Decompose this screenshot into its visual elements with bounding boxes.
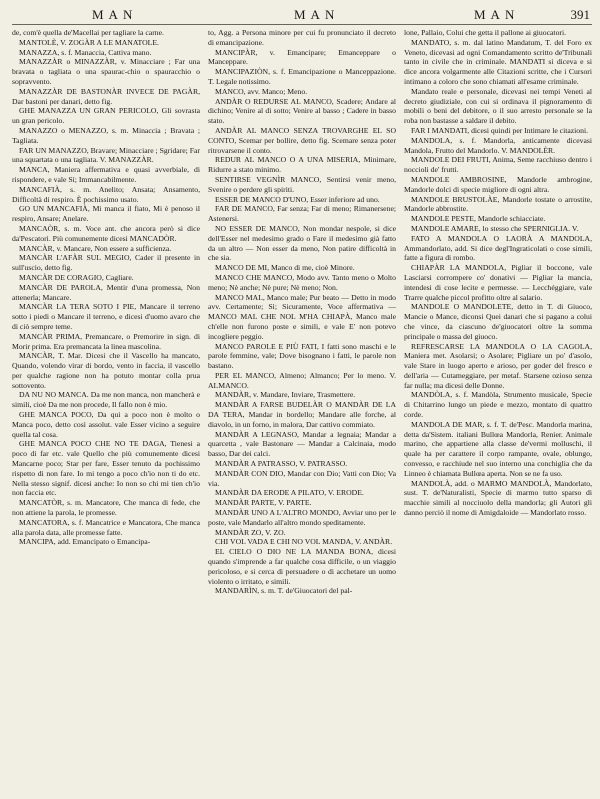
dictionary-entry: de, com'è quella de'Macellai per tagliare la carne. xyxy=(12,28,164,37)
dictionary-entry: MANDOLE BRUSTOLÀE, Mandorle tostate o arrostite, Mandorle abbrostite. xyxy=(404,194,592,214)
dictionary-entry: MANCATORA, s. f. Mancatrice e Mancatora, Che manca alla parola data, alle promesse fatte. xyxy=(12,517,200,537)
dictionary-entry: ANDÀR O REDURSE AL MANCO, Scadere; Andare al dichino; Venire al di sotto; Venire al basso ; Cadere in basso stato. xyxy=(208,96,396,126)
dictionary-entry: MANTOLÈ, V. ZOGÀR A LE MANATOLE. xyxy=(19,37,159,47)
dictionary-entry: MANDATO, s. m. dal latino Mandatum, T. del Foro ex Veneto, dicevasi ad ogni Comandamento scritto de'Tribunali tanto in civile che in criminale. MANDATI si diceva e si dice ancora volgarmente alle Citazioni scritte, che i Cursori intimano a coloro che sono chiamati all'esame criminale. xyxy=(404,37,592,86)
dictionary-entry: MANDÀR, v. Mandare, Inviare, Trasmettere. xyxy=(215,390,356,400)
dictionary-entry: FATO A MANDOLA O LAORÀ A MANDOLA, Ammandorlato, add. Si dice degl'Ingraticolati o cose simili, fatte a figura di rombo. xyxy=(404,233,592,263)
dictionary-entry: Mandato reale e personale, dicevasi nei tempi Veneti al decreto giudiziale, con cui si ordinava il pignoramento di mobili o beni del debitore, o il suo arresto personale se la roba non bastasse a saldare il debito. xyxy=(404,86,592,126)
dictionary-entry: MANDÀR A PATRASSO, V. PATRASSO. xyxy=(215,459,348,469)
dictionary-entry: MANCÀR DE PAROLA, Mentir d'una promessa, Non attenerla; Mancare. xyxy=(12,282,200,302)
running-header xyxy=(12,4,592,25)
dictionary-entry: MANCO PAROLE E PIÙ FATI, I fatti sono maschi e le parole femmine, vale; Dove bisognano i fatti, le parole non bastano. xyxy=(208,341,396,371)
dictionary-entry: MANDOLE O MANDOLETE, detto in T. di Giuoco, Mancie o Mance, diconsi Quei danari che si pagano a colui che vince, da ciascuno de'giuocatori oltre la somma principale o massa del giuoco. xyxy=(404,302,592,341)
dictionary-entry: MANDÒLA, s. f. Mandòla, Strumento musicale, Specie di Chitarrino lungo un piede e mezzo, montato di quattro corde. xyxy=(404,390,592,420)
dictionary-entry: MANAZZÀR o MINAZZÀR, v. Minacciare ; Far una bravata o tagliata o una spaurac-chio o spauracchio o sopravvento. xyxy=(12,57,200,86)
column-right xyxy=(404,28,592,596)
dictionary-entry: MANCO MAL, Manco male; Pur beato — Detto in modo avv. Certamente; Sì; Sicuramente, Voce affermativa — MANCO MAL CHE NOL M'HA CHIAPÀ, Manco male ch'elle non furono poste e simili, e vale E' non potevo incogliere peggio. xyxy=(208,292,396,341)
dictionary-entry: MANCO, avv. Manco; Meno. xyxy=(215,86,308,96)
dictionary-entry: MANDÀR CON DIO, Mandar con Dio; Vatti con Dio; Va via. xyxy=(208,468,396,488)
dictionary-entry: to, Agg. a Persona minore per cui fu pronunciato il decreto di emancipazione. xyxy=(208,28,396,47)
dictionary-entry: MANCÀR, T. Mar. Dicesi che il Vascello ha mancato, Quando, volendo virar di bordo, vento in faccia, il vascello per qualche ragione non ha potuto montar colla prua sottovento. xyxy=(12,351,200,390)
dictionary-entry: MANCA, Maniera affermativa e quasi avverbiale, di rispondere, e vale Sì; Immancabilmente. xyxy=(12,165,200,184)
dictionary-entry: FAR DE MANCO, Far senza; Far di meno; Rimanersene; Astenersi. xyxy=(208,204,396,224)
dictionary-entry: MANDÀR UNO A L'ALTRO MONDO, Avviar uno per le poste, vale Mandarlo all'altro mondo speditamente. xyxy=(208,508,396,527)
dictionary-entry: MANCÀR L'AFÀR SUL MEGIO, Cader il presente in sull'uscio, detto fig. xyxy=(12,253,200,273)
dictionary-entry: MANDÀR PARTE, V. PARTE. xyxy=(215,498,312,508)
dictionary-entry: GHE MANCA POCO, Da qui a poco non è molto o Manca poco, detto così assolut. vale Esser vicino a seguire quella tal cosa. xyxy=(12,410,200,439)
dictionary-entry: MANAZZO o MENAZZO, s. m. Minaccia ; Bravata ; Tagliata. xyxy=(12,125,200,145)
dictionary-entry: GHE MANCA POCO CHE NO TE DAGA, Tienesi a poco di far etc. vale Quello che più comunemente dicesi Mancarne poco; Star per fare, Esser tenuto da pochissimo rispetto di non fare. Io mi tengo a poco ch'io non ti do etc. Nella stesso signif. dicesi anche: Io non so chi mi tien ch'io non faccia etc. xyxy=(12,439,200,498)
running-head-center: MAN xyxy=(294,7,340,22)
dictionary-entry: FAR I MANDATI, dicesi quindi per Intimare le citazioni. xyxy=(411,125,589,135)
dictionary-entry: PER EL MANCO, Almeno; Almanco; Per lo meno. V. ALMANCO. xyxy=(208,370,396,390)
dictionary-entry: ESSER DE MANCO D'UNO, Esser inferiore ad uno. xyxy=(215,194,380,204)
dictionary-entry: MANCÀR, v. Mancare, Non essere a sufficienza. xyxy=(19,243,172,253)
dictionary-entry: MANDÀR A FARSE BUDELÀR O MANDÀR DE LA DA TERA, Mandar in bordello; Mandare alle forche, al diavolo, in un forno, in malora, Dar cattivo commiato. xyxy=(208,400,396,429)
dictionary-entry: CHIAPÀR LA MANDOLA, Pigliar il boccone, vale Lasciarsi corrompere co' donativi — Pigliar la mancia, intendesi di cose lecite e permesse. — Lecchéggiare, vale Trarre qualche piccol profitto oltre al salario. xyxy=(404,263,592,302)
column-left xyxy=(12,28,200,596)
dictionary-entry: MANCIPÀR, v. Emancipare; Emanceppare o Manceppare. xyxy=(208,47,396,67)
dictionary-entry: NO ESSER DE MANCO, Non mondar nespole, si dice dell'Esser nel medesimo grado o Fare il medesimo già fatto da un altro — Non esser da meno, Non patire difficoltà in che sia. xyxy=(208,223,396,263)
dictionary-entry: MANCO DE MI, Manco di me, cioè Minore. xyxy=(215,263,355,273)
dictionary-entry: DA NU NO MANCA. Da me non manca, non mancherà e simili, cioè Da me non procede, Il fallo non è mio. xyxy=(12,390,200,410)
dictionary-entry: MANDOLA DE MAR, s. f. T. de'Pesc. Mandorla marina, detta da'Sistem. italiani Bullœa Mandorla, Renier. Animale marino, che appartiene alla classe de'vermi molluschi, il quale ha per carattere il corpo rampante, ovale, oblungo, convesso, e racchiude nel suo interno una conchiglia che da Linneo è chiamata Bullœa aperta. Non se ne fa uso. xyxy=(404,419,592,478)
dictionary-entry: MANDOLE DEI FRUTI, Anima, Seme racchiuso dentro i noccioli de' frutti. xyxy=(404,155,592,175)
dictionary-entry: MANCÀR DE CORAGIO, Cagliare. xyxy=(19,272,134,282)
dictionary-entry: MANDÀR ZO, V. ZO. xyxy=(215,527,286,537)
dictionary-entry: MANDOLÀ, add. o MARMO MANDOLÀ, Mandorlato, sust. T. de'Naturalisti, Specie di marmo tutto sparso di macchie simili al nocciuolo della mandorla; gli Autori gli danno perciò il nome di Amigdaloide — Mandorlato rosso. xyxy=(404,478,592,518)
dictionary-entry: MANCÀR LA TERA SOTO I PIE, Mancare il terreno sotto i piedi o Mancare il terreno, e dicesi d'uomo avaro che di ciò sempre teme. xyxy=(12,302,200,331)
dictionary-entry: SENTIRSE VEGNÌR MANCO, Sentirsi venir meno, Svenire o perdere gli spiriti. xyxy=(208,174,396,194)
dictionary-entry: GHE MANAZZA UN GRAN PERICOLO, Gli sovrasta un gran pericolo. xyxy=(12,106,200,126)
dictionary-entry: MANAZZÀR DE BASTONÀR INVECE DE PAGÀR, Dar bastoni per danari, detto fig. xyxy=(12,86,200,106)
running-head-right: MAN xyxy=(474,7,520,22)
dictionary-entry: FAR UN MANAZZO, Bravare; Minacciare ; Sgridare; Far una squartata o una tagliata. V. MANAZZÀR. xyxy=(12,145,200,165)
page-number: 391 xyxy=(570,7,590,22)
dictionary-entry: lone, Pallaio, Colui che getta il pallone ai giuocatori. xyxy=(404,28,567,37)
dictionary-entry: REFRESCARSE LA MANDOLA O LA CAGOLA, Maniera met. Asolarsi; o Asolare; Pigliare un po' d'asolo, vale Stare in luogo aperto e arioso, per goder del fresco e dell'aria — Cutameggiare, per metaf. Starsene ozioso senza far nulla; ma dicesi delle Donne. xyxy=(404,341,592,390)
running-head-left: MAN xyxy=(92,7,138,22)
dictionary-entry: MANCÀR PRIMA, Premancare, o Premorire in sign. di Morir prima. Era premancata la linea mascolina. xyxy=(12,331,200,351)
dictionary-entry: MANDOLE AMARE, lo stesso che SPERNIGLIA. V. xyxy=(411,223,579,233)
dictionary-entry: MANDOLE PESTE, Mandorle schiacciate. xyxy=(411,214,546,224)
dictionary-entry: MANDARÌN, s. m. T. de'Giuocatori del pal- xyxy=(215,586,353,596)
dictionary-entry: ANDÀR AL MANCO SENZA TROVARGHE EL SO CONTO, Scemar per bollire, detto fig. Scemare senza poter ritrovarsene il conto. xyxy=(208,125,396,155)
dictionary-entry: CHI VOL VADA E CHI NO VOL MANDA, V. ANDÀR. xyxy=(215,537,393,547)
dictionary-entry: MANCATÒR, s. m. Mancatore, Che manca di fede, che non attiene la parola, le promesse. xyxy=(12,498,200,518)
text-columns xyxy=(12,28,592,596)
dictionary-entry: MANDÀR A LEGNASO, Mandar a legnaia; Mandar a quarcetta , vale Bastonare — Mandar a Calcinaia, modo basso, Dar dei calci. xyxy=(208,429,396,459)
dictionary-entry: MANCAÒR, s. m. Voce ant. che ancora però si dice da'Pescatori. Più comunemente dicesi MANCADÒR. xyxy=(12,223,200,243)
dictionary-entry: MANDÀR DA ERODE A PILATO, V. ERODE. xyxy=(215,488,364,498)
dictionary-entry: MANCIPAZIÒN, s. f. Emancipazione o Manceppazione. T. Legale notissimo. xyxy=(208,67,396,86)
dictionary-entry: MANDOLE AMBROSINE, Mandorle ambrogine, Mandorle dolci di specie migliore di ogni altra. xyxy=(404,174,592,194)
dictionary-entry: MANDOLA, s. f. Mandorla, anticamente dicevasi Mandola, Frutto del Mandorlo. V. MANDOLÈR. xyxy=(404,135,592,155)
dictionary-entry: EL CIELO O DIO NE LA MANDA BONA, dicesi quando s'imprende a far qualche cosa difficile, o un viaggio pericoloso, e si cerca di persuadere o di acchetare un uomo violento o irritato, e simili. xyxy=(208,547,396,586)
dictionary-entry: MANCAFIÀ, s. m. Anelito; Ansata; Ansamento, Difficoltà di respiro. È pochissimo usato. xyxy=(12,184,200,204)
dictionary-entry: REDUR AL MANCO O A UNA MISERIA, Minimare, Ridurre a stato minimo. xyxy=(208,155,396,175)
dictionary-entry: MANAZZA, s. f. Manaccia, Cattiva mano. xyxy=(19,47,152,57)
dictionary-entry: GO UN MANCAFIÀ, Mi manca il fiato, Mi è penoso il respiro, Ansare; Anelare. xyxy=(12,204,200,224)
column-middle xyxy=(208,28,396,596)
dictionary-entry: MANCO CHE MANCO, Modo avv. Tanto meno o Molto meno; Nè anche; Nè pure; Nè meno; Non. xyxy=(208,272,396,292)
dictionary-entry: MANCIPA, add. Emancipato o Emancipa- xyxy=(19,537,151,547)
